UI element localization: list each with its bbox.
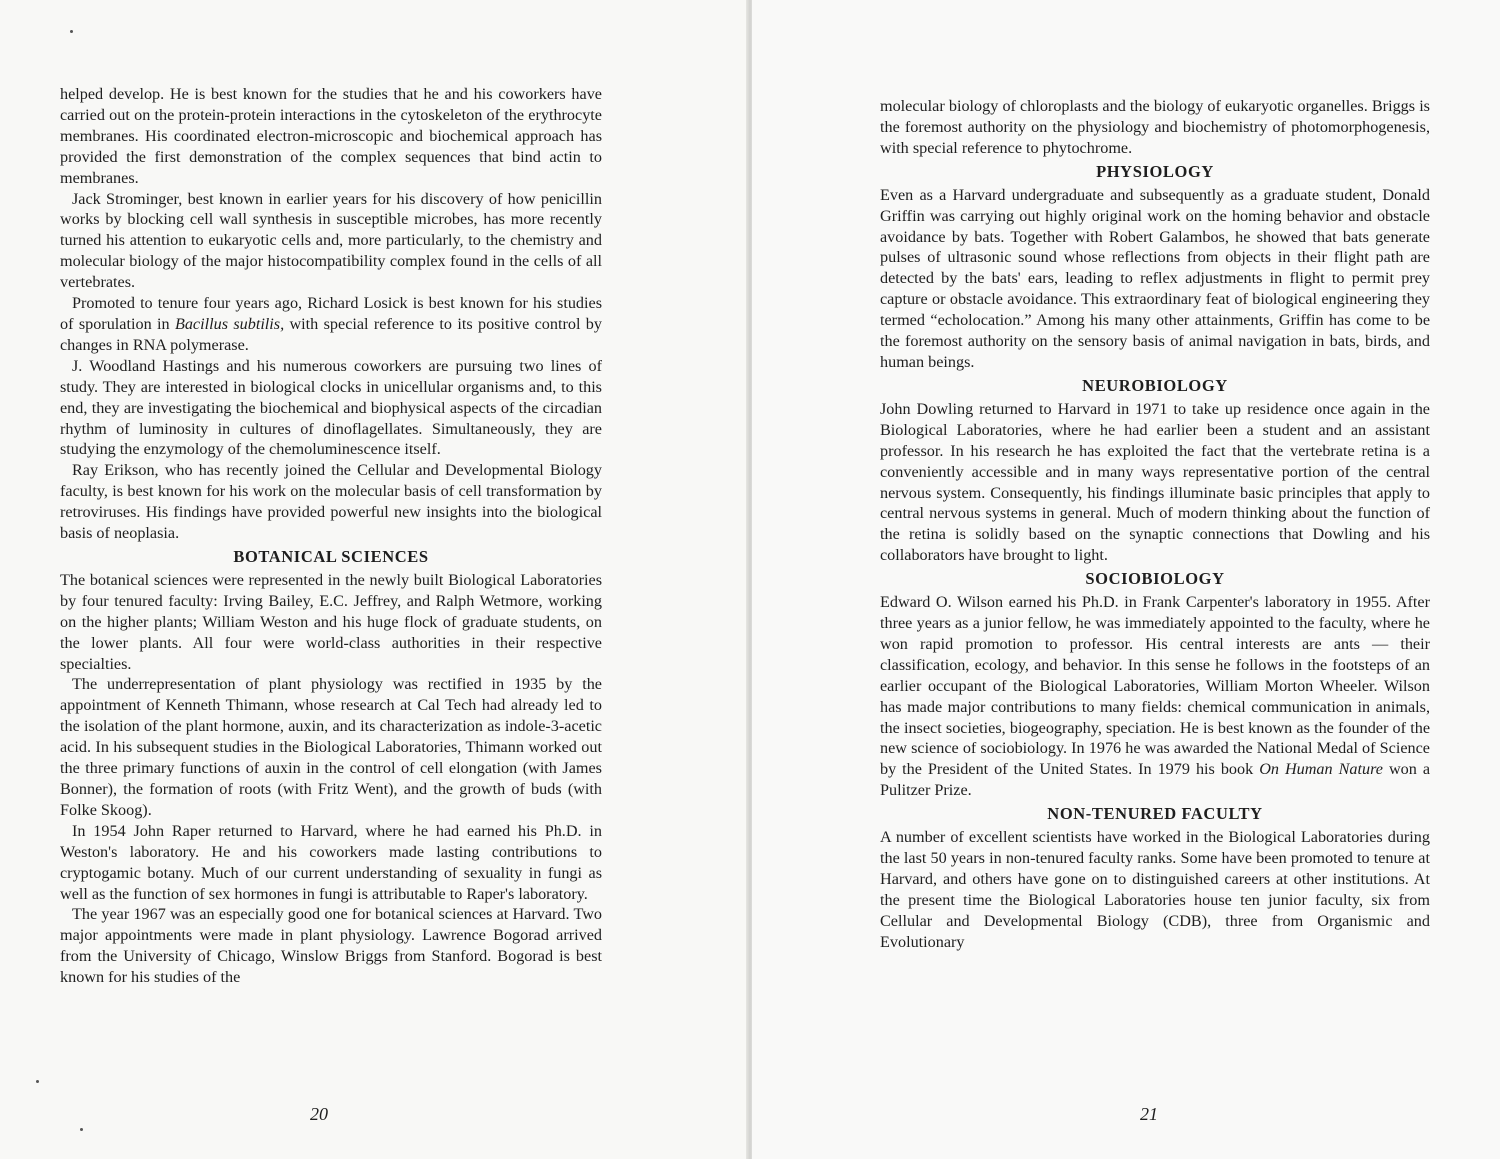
paragraph: The botanical sciences were represented in the newly built Biological Laboratories by four tenured faculty: Irving Bailey, E.C. Jeffrey, and Ralph Wetmore, working on the higher plants; William Weston and his huge flock of graduate students, on the lower plants. All four were world-class authorities in their respective specialties. [60, 570, 602, 673]
dust-speck [36, 1080, 39, 1083]
paragraph: Ray Erikson, who has recently joined the Cellular and Developmental Biology faculty, is best known for his work on the molecular basis of cell transformation by retroviruses. His findings have provided powerful new insights into the biological basis of neoplasia. [60, 461, 602, 543]
left-page [0, 0, 748, 1159]
section-heading: SOCIOBIOLOGY [1085, 569, 1225, 589]
paragraph: helped develop. He is best known for the studies that he and his coworkers have carried out on the protein-protein interactions in the cytoskeleton of the erythrocyte membranes. His coordinated electron-microscopic and biochemical approach has provided the first demonstration of the complex sequences that bind actin to membranes. [60, 85, 602, 187]
paragraph: J. Woodland Hastings and his numerous coworkers are pursuing two lines of study. They are interested in biological clocks in unicellular organisms and, to this end, they are investigating the biochemical and biophysical aspects of the circadian rhythm of luminosity in cultures of dinoflagellates. Simultaneously, they are studying the enzymology of the chemoluminescence itself. [60, 356, 602, 459]
paragraph: In 1954 John Raper returned to Harvard, where he had earned his Ph.D. in Weston's laboratory. He and his coworkers made lasting contributions to cryptogamic botany. Much of our current understanding of sexuality in fungi as well as the function of sex hormones in fungi is attributable to Raper's laboratory. [60, 821, 602, 903]
page-number-right: 21 [1140, 1104, 1158, 1124]
paragraph: John Dowling returned to Harvard in 1971 to take up residence once again in the Biological Laboratories, where he had earlier been a student and an assistant professor. In his research he has exploited the fact that the vertebrate retina is a conveniently accessible and in many ways representative portion of the central nervous system. Consequently, his findings illuminate basic principles that apply to central nervous systems in general. Much of modern thinking about the function of the retina is solidly based on the synaptic connections that Dowling and his collaborators have brought to light. [880, 399, 1430, 565]
paragraph-text: with special reference to its positive control by changes in RNA polymerase. [60, 314, 602, 354]
left-column [60, 84, 602, 988]
paragraph: molecular biology of chloroplasts and the biology of eukaryotic organelles. Briggs is the foremost authority on the physiology and biochemistry of photomorphogenesis, with special reference to phytochrome. [880, 97, 1430, 157]
section-heading: NON-TENURED FACULTY [1047, 804, 1263, 824]
italic-term: Bacillus subtilis, [174, 314, 285, 333]
section-heading: BOTANICAL SCIENCES [233, 546, 429, 566]
right-page [752, 0, 1500, 1159]
paragraph-text: Promoted to tenure four years ago, Richard Losick is best known for his studies of sporulation in [60, 294, 602, 333]
paragraph-text: Edward O. Wilson earned his Ph.D. in Frank Carpenter's laboratory in 1955. After three years as a junior fellow, he was immediately appointed to the faculty, where he won rapid promotion to professor. His central interests are ants — their classification, ecology, and behavior. In this sense he follows in the footsteps of an earlier occupant of the Biological Laboratories, William Morton Wheeler. Wilson has made major contributions to many fields: chemical communication in animals, the insect societies, biogeography, speciation. He is best known as the founder of the new science of sociobiology. In 1976 he was awarded the National Medal of Science by the President of the United States. In 1979 his book [880, 593, 1430, 779]
right-column [880, 96, 1430, 953]
italic-term: On Human Nature [1259, 760, 1383, 779]
paragraph [60, 293, 602, 356]
paragraph: The underrepresentation of plant physiology was rectified in 1935 by the appointment of Kenneth Thimann, whose research at Cal Tech had already led to the isolation of the plant hormone, auxin, and its characterization as indole-3-acetic acid. In his subsequent studies in the Biological Laboratories, Thimann worked out the three primary functions of auxin in the control of cell elongation (with James Bonner), the formation of roots (with Fritz Went), and the growth of buds (with Folke Skoog). [60, 675, 602, 819]
paragraph [880, 592, 1430, 801]
section-heading: PHYSIOLOGY [1096, 161, 1214, 181]
page-number-left: 20 [310, 1104, 328, 1124]
paragraph: A number of excellent scientists have worked in the Biological Laboratories during the last 50 years in non-tenured faculty ranks. Some have been promoted to tenure at Harvard, and others have gone on to distinguished careers at other institutions. At the present time the Biological Laboratories house ten junior faculty, six from Cellular and Developmental Biology (CDB), three from Organismic and Evolutionary [880, 828, 1430, 951]
section-heading: NEUROBIOLOGY [1082, 375, 1228, 395]
dust-speck [80, 1128, 83, 1131]
paragraph: Jack Strominger, best known in earlier years for his discovery of how penicillin works by blocking cell wall synthesis in susceptible microbes, has more recently turned his attention to eukaryotic cells and, more particularly, to the chemistry and molecular biology of the major histocompatibility complex found in the cells of all vertebrates. [60, 189, 602, 292]
paragraph: The year 1967 was an especially good one for botanical sciences at Harvard. Two major appointments were made in plant physiology. Lawrence Bogorad arrived from the University of Chicago, Winslow Briggs from Stanford. Bogorad is best known for his studies of the [60, 905, 602, 987]
dust-speck [70, 30, 73, 33]
paragraph-text: won a Pulitzer Prize. [880, 760, 1430, 800]
paragraph: Even as a Harvard undergraduate and subsequently as a graduate student, Donald Griffin was carrying out highly original work on the homing behavior and obstacle avoidance by bats. Together with Robert Galambos, he showed that bats generate pulses of ultrasonic sound whose reflections from objects in their flight path are detected by the bats' ears, leading to reflex adjustments in flight to permit prey capture or obstacle avoidance. This extraordinary feat of biological engineering they termed “echolocation.” Among his many other attainments, Griffin has come to be the foremost authority on the sensory basis of animal navigation in bats, birds, and human beings. [880, 185, 1430, 371]
